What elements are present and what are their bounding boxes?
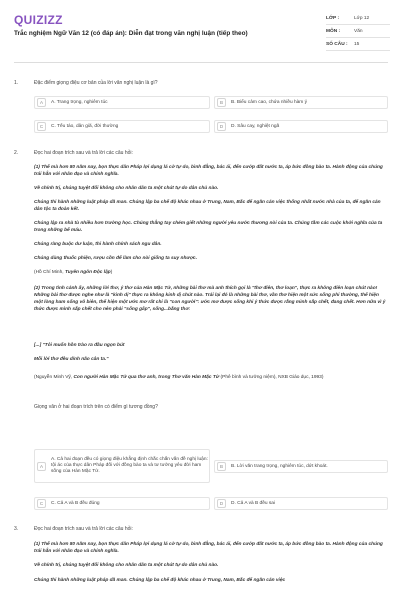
option-letter: B [217,462,226,471]
question-text: Đọc hai đoạn trích sau và trả lời các câu hỏi: [34,150,133,156]
source-text: ) [110,270,113,275]
option-text: B. Lời văn trang trọng, nghiêm túc, dứt khoát. [231,464,328,469]
meta-value: 15 [354,41,360,47]
meta-label: MÔN : [326,28,341,34]
question-number: 1. [14,80,19,86]
meta-table [326,12,390,51]
worksheet-header [0,0,400,62]
option-letter: C [37,499,46,508]
answer-option-d[interactable] [214,120,388,133]
quizizz-logo: QUIZIZZ [14,13,63,27]
option-text: A. Cả hai đoạn đều có giọng điệu khẳng định chắc chắn vấn đề nghị luận: tội ác của thực dân Pháp đối với đồng bào ta và tư tưởng yêu đời ham sống của Hàn Mặc Tử. [51,456,208,475]
option-letter: A [37,462,46,471]
option-text: A. Trang trọng, nghiêm túc [51,100,108,105]
answer-option-b[interactable] [214,96,388,109]
passage-paragraph: Về chính trị, chúng tuyệt đối không cho nhân dân ta một chút tự do dân chủ nào. [34,563,219,568]
source-title: Tuyên ngôn Độc lập [64,270,111,275]
question-text: Đặc điểm giọng điệu cơ bản của lời văn nghị luận là gì? [34,80,158,86]
meta-row-subject [326,25,390,38]
answer-option-a[interactable] [34,96,210,109]
option-letter: C [37,122,46,131]
passage-paragraph: Chúng thi hành những luật pháp dã man. Chúng lập ba chế độ khác nhau ở Trung, Nam, Bắc để ngăn cản việc [34,578,286,583]
passage-paragraph: (2) Trong tình cảnh ấy, những lời thơ, ý thơ của Hàn Mặc Tử, những bài thơ mà anh thích gọi là "thơ điên, thơ loạn", thực ra không điên loạn chút nào! Những bài thơ được nghe như là "kinh dị" thực ra không kinh dị chút nào. Trái lại đó là những bài thơ, vần thơ hiện một sức sống phi thường, thể hiện một lòng ham sống vô biên, thể hiện một ước mơ rất chi là "con người": ước mơ được sống khi ý thức được rằng mình sắp chết, đang chết. Hơn nữa vì ý thức được mình sắp chết cho nên phải "sống gấp", sống...bằng thơ: [34,286,386,312]
meta-value: Lớp 12 [354,15,370,21]
answer-option-c[interactable] [34,497,210,510]
question-prompt: Giọng văn ở hai đoạn trích trên có điểm gì tương đồng? [34,404,158,410]
passage-paragraph: Chúng ràng buộc dư luận, thi hành chính sách ngu dân. [34,242,162,247]
poem-line: [...] "Tôi muốn hồn trào ra đầu ngọn bút [34,343,125,348]
option-text: C. Cả A và B đều đúng [51,501,100,506]
option-letter: D [217,499,226,508]
passage-paragraph: (1) Thế mà hơn 80 năm nay, bọn thực dân Pháp lợi dụng lá cờ tự do, bình đẳng, bác ái, đến cướp đất nước ta, áp bức đồng bào ta. Hành động của chúng trái hẳn với nhân đạo và chính nghĩa. [34,542,383,554]
answer-option-a[interactable] [34,449,210,483]
answer-option-b[interactable] [214,460,388,473]
passage-source [34,269,386,276]
passage-paragraph: Chúng thi hành những luật pháp dã man. Chúng lập ba chế độ khác nhau ở Trung, Nam, Bắc để ngăn cản việc thống nhất nước nhà của ta, để ngăn cản dân tộc ta đoàn kết. [34,200,381,212]
passage-paragraph: Chúng dùng thuốc phiện, rượu cồn để làm cho nòi giống ta suy nhược. [34,256,198,261]
source-text: (Phê bình và tưởng niệm), NXB Giáo dục, 1993) [219,375,324,380]
question-text: Đọc hai đoạn trích sau và trả lời các câu hỏi: [34,526,133,532]
meta-value: Văn [354,28,363,34]
question-number: 2. [14,150,19,156]
source-text: (Nguyễn Minh Vỹ, [34,375,74,380]
option-text: D. Cả A và B đều sai [231,501,275,506]
question-number: 3. [14,526,19,532]
passage-paragraph: Chúng lập ra nhà tù nhiều hơn trường học. Chúng thẳng tay chém giết những người yêu nước thương nòi của ta. Chúng tắm các cuộc khởi nghĩa của ta trong những bể máu. [34,221,383,233]
option-letter: B [217,98,226,107]
option-letter: D [217,122,226,131]
source-title: Con người Hàn Mặc Tử qua thơ anh, trong Thơ văn Hàn Mặc Tử [73,375,220,380]
meta-row-class [326,12,390,25]
meta-row-count [326,38,390,51]
poem-line: Mỗi lời thơ đều dính não cân ta." [34,357,109,362]
passage-paragraph: Về chính trị, chúng tuyệt đối không cho nhân dân ta một chút tự do dân chủ nào. [34,186,219,191]
meta-label: SỐ CÂU : [326,41,348,47]
option-text: C. Tếu táo, dân giã, đời thường [51,124,119,129]
header-divider [14,62,388,63]
worksheet-title: Trắc nghiệm Ngữ Văn 12 (có đáp án): Diễn đạt trong văn nghị luận (tiếp theo) [14,30,248,37]
option-letter: A [37,98,46,107]
meta-label: LỚP : [326,15,340,21]
answer-option-c[interactable] [34,120,210,133]
option-text: B. Biểu cảm cao, chứa nhiều hàm ý [231,100,308,105]
passage-source [34,374,386,381]
option-text: D. Sâu cay, nghiệt ngã [231,124,280,129]
passage-paragraph: (1) Thế mà hơn 80 năm nay, bọn thực dân Pháp lợi dụng lá cờ tự do, bình đẳng, bác ái, đến cướp đất nước ta, áp bức đồng bào ta. Hành động của chúng trái hẳn với nhân đạo và chính nghĩa. [34,165,383,177]
answer-option-d[interactable] [214,497,388,510]
source-text: (Hồ Chí Minh, [34,270,65,275]
